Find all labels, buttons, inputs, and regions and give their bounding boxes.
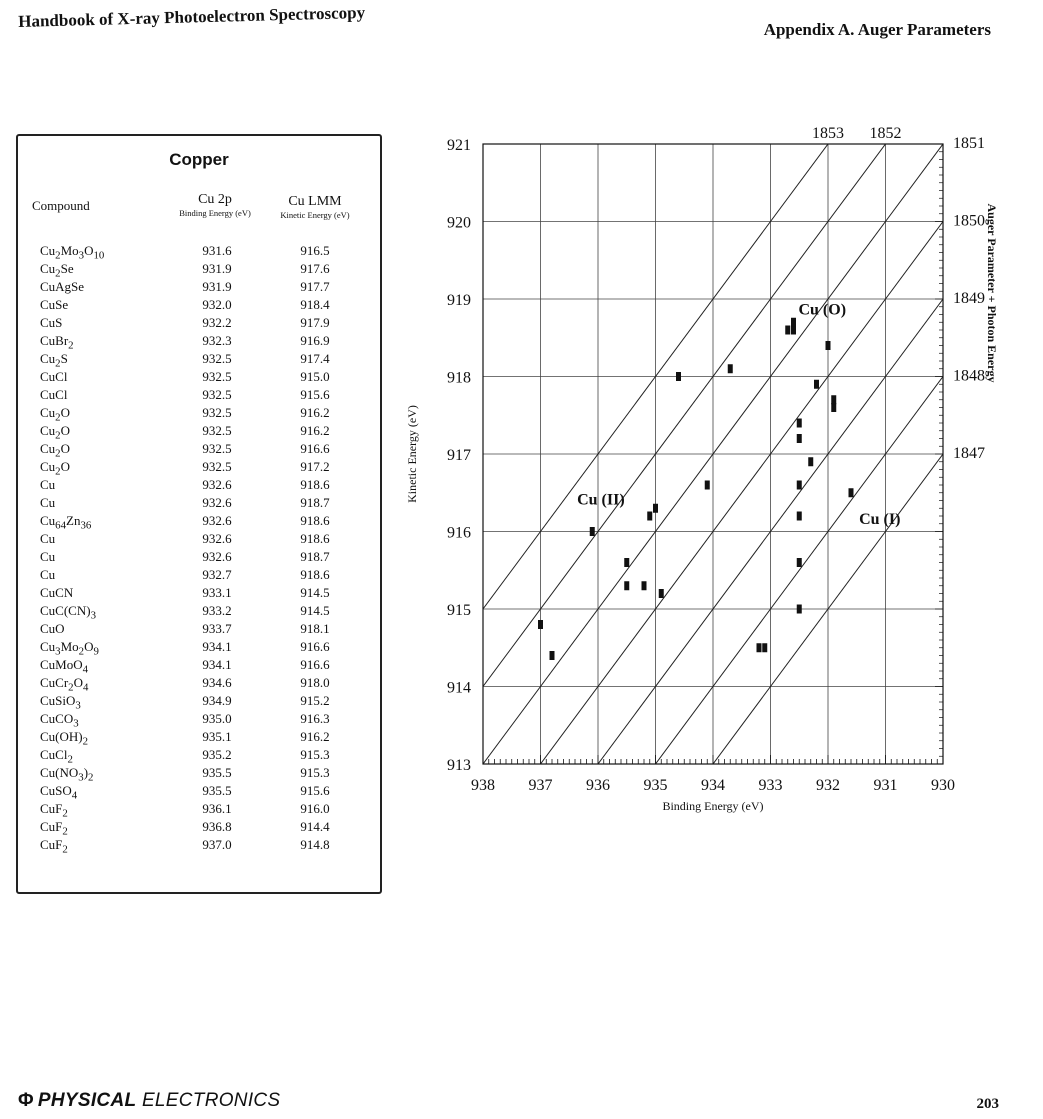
table-title: Copper <box>169 150 229 169</box>
compound-cell: CuCN <box>40 585 74 600</box>
table-row <box>18 368 380 386</box>
auger-label-right: 1850 <box>953 212 985 230</box>
compound-cell: CuO <box>40 621 65 636</box>
auger-parameter-chart <box>400 118 1000 828</box>
compound-cell: $Cu_2S$ <box>40 351 68 370</box>
data-point <box>797 512 802 521</box>
table-row <box>18 692 380 710</box>
kinetic-energy-cell: 918.6 <box>300 477 330 492</box>
kinetic-energy-cell: 914.8 <box>300 837 330 852</box>
binding-energy-cell: 934.1 <box>202 639 232 654</box>
region-label: Cu (I) <box>859 510 901 528</box>
column-header-be-main: Cu 2p <box>198 192 232 207</box>
table-row <box>18 782 380 800</box>
binding-energy-cell: 935.0 <box>202 711 232 726</box>
auger-label-right: 1847 <box>953 445 985 462</box>
table-row <box>18 566 380 584</box>
compound-cell: CuF$_2$ <box>40 837 68 856</box>
table-row <box>18 314 380 332</box>
binding-energy-cell: 932.6 <box>202 549 232 564</box>
column-header-ke-main: Cu LMM <box>288 194 342 209</box>
table-row <box>18 728 380 746</box>
data-point <box>814 380 819 389</box>
column-header-kinetic-energy <box>262 194 368 220</box>
compound-cell: $Cu(OH)_2$ <box>40 729 89 748</box>
binding-energy-cell: 933.2 <box>202 603 232 618</box>
kinetic-energy-cell: 914.5 <box>300 585 330 600</box>
compound-cell: CuSO$_4$ <box>40 783 78 802</box>
y-axis-label: Kinetic Energy (eV) <box>405 405 419 503</box>
table-row <box>18 764 380 782</box>
compound-cell: CuCl <box>40 387 68 402</box>
binding-energy-cell: 932.5 <box>202 369 232 384</box>
y-tick-label: 919 <box>447 292 471 309</box>
data-point <box>653 504 658 513</box>
compound-cell: Cu <box>40 567 56 582</box>
kinetic-energy-cell: 918.4 <box>300 297 330 312</box>
compound-cell: $Cu_3Mo_2O_9$ <box>40 639 99 658</box>
column-header-compound: Compound <box>32 198 90 213</box>
data-point <box>785 326 790 335</box>
binding-energy-cell: 932.5 <box>202 459 232 474</box>
kinetic-energy-cell: 915.2 <box>300 693 330 708</box>
x-tick-label: 932 <box>816 777 840 794</box>
kinetic-energy-cell: 917.6 <box>300 261 330 276</box>
binding-energy-cell: 934.1 <box>202 657 232 672</box>
kinetic-energy-cell: 915.6 <box>300 387 330 402</box>
compound-cell: CuCO$_3$ <box>40 711 79 730</box>
table-row <box>18 548 380 566</box>
table-row <box>18 296 380 314</box>
table-body <box>18 242 380 854</box>
compound-cell: CuMoO$_4$ <box>40 657 89 676</box>
binding-energy-cell: 935.5 <box>202 765 232 780</box>
kinetic-energy-cell: 916.9 <box>300 333 330 348</box>
data-point <box>831 395 836 404</box>
publisher-logo <box>18 1090 280 1112</box>
running-header-title: Handbook of X-ray Photoelectron Spectroscopy <box>18 2 366 31</box>
data-point <box>624 581 629 590</box>
table-row <box>18 620 380 638</box>
data-point <box>676 372 681 381</box>
table-row <box>18 494 380 512</box>
y-tick-label: 918 <box>447 369 471 387</box>
compound-cell: Cu <box>40 531 56 546</box>
kinetic-energy-cell: 918.6 <box>300 567 330 582</box>
kinetic-energy-cell: 914.5 <box>300 603 330 618</box>
table-row <box>18 746 380 764</box>
binding-energy-cell: 937.0 <box>202 837 232 852</box>
x-tick-label: 937 <box>528 777 553 794</box>
kinetic-energy-cell: 916.2 <box>300 423 330 438</box>
kinetic-energy-cell: 915.3 <box>300 747 330 762</box>
kinetic-energy-cell: 917.4 <box>300 351 330 366</box>
binding-energy-cell: 932.2 <box>202 315 232 330</box>
data-point <box>791 326 796 335</box>
auger-label-right: 1849 <box>953 290 985 307</box>
compound-cell: $Cu_2O$ <box>40 459 70 478</box>
table-row <box>18 260 380 278</box>
binding-energy-cell: 932.6 <box>202 531 232 546</box>
auger-label-right: 1851 <box>953 135 985 152</box>
data-point <box>831 403 836 412</box>
data-point <box>647 512 652 521</box>
compound-cell: Cu <box>40 549 56 564</box>
y-tick-label: 921 <box>447 137 471 154</box>
data-point <box>642 581 647 590</box>
kinetic-energy-cell: 914.4 <box>300 819 330 834</box>
kinetic-energy-cell: 918.7 <box>300 495 330 510</box>
data-point <box>797 481 802 490</box>
compound-cell: Cu <box>40 477 56 492</box>
data-point <box>762 643 767 652</box>
data-point <box>797 434 802 443</box>
compound-cell: CuF$_2$ <box>40 819 68 838</box>
compound-cell: $CuC(CN)_3$ <box>40 603 96 622</box>
compound-cell: $Cu_2O$ <box>40 423 70 442</box>
compound-cell: CuSe <box>40 297 69 312</box>
data-point <box>797 419 802 428</box>
data-point <box>826 341 831 350</box>
x-tick-label: 935 <box>643 777 668 794</box>
kinetic-energy-cell: 916.6 <box>300 639 330 654</box>
auger-label-top: 1853 <box>812 125 844 142</box>
binding-energy-cell: 932.3 <box>202 333 232 348</box>
data-point <box>797 558 802 567</box>
y-tick-label: 913 <box>447 757 471 774</box>
auger-label-top: 1852 <box>869 125 902 142</box>
table-row <box>18 242 380 260</box>
binding-energy-cell: 932.5 <box>202 405 232 420</box>
compound-cell: $Cu(NO_3)_2$ <box>40 765 94 784</box>
compound-cell: CuF$_2$ <box>40 801 68 820</box>
kinetic-energy-cell: 918.7 <box>300 549 330 564</box>
table-row <box>18 836 380 854</box>
data-point <box>808 457 813 466</box>
table-row <box>18 656 380 674</box>
kinetic-energy-cell: 915.0 <box>300 369 330 384</box>
compound-cell: $Cu_2O$ <box>40 405 70 424</box>
compound-cell: CuS <box>40 315 63 330</box>
table-row <box>18 530 380 548</box>
kinetic-energy-cell: 918.6 <box>300 513 330 528</box>
binding-energy-cell: 932.7 <box>202 567 232 582</box>
compound-cell: CuAgSe <box>40 279 85 294</box>
kinetic-energy-cell: 916.2 <box>300 405 330 420</box>
binding-energy-cell: 932.0 <box>202 297 232 312</box>
data-point <box>728 364 733 373</box>
copper-data-table <box>16 134 382 894</box>
data-point <box>590 527 595 536</box>
binding-energy-cell: 935.2 <box>202 747 232 762</box>
data-point <box>849 488 854 497</box>
table-row <box>18 278 380 296</box>
x-tick-label: 933 <box>758 777 783 794</box>
compound-cell: Cu <box>40 495 56 510</box>
binding-energy-cell: 932.5 <box>202 441 232 456</box>
table-row <box>18 584 380 602</box>
phi-logo-icon: Φ <box>18 1090 34 1111</box>
x-tick-label: 936 <box>586 777 610 794</box>
binding-energy-cell: 935.1 <box>202 729 232 744</box>
compound-cell: $Cu_2Mo_3O_{10}$ <box>40 243 105 262</box>
x-tick-label: 934 <box>701 777 725 794</box>
x-tick-label: 938 <box>471 777 495 794</box>
binding-energy-cell: 932.5 <box>202 423 232 438</box>
kinetic-energy-cell: 918.0 <box>300 675 330 690</box>
binding-energy-cell: 936.8 <box>202 819 232 834</box>
table-row <box>18 458 380 476</box>
auger-label-right: 1848 <box>953 367 985 385</box>
x-axis-label: Binding Energy (eV) <box>662 799 764 813</box>
binding-energy-cell: 932.5 <box>202 387 232 402</box>
table-row <box>18 332 380 350</box>
x-tick-label: 930 <box>931 777 955 794</box>
table-row <box>18 386 380 404</box>
region-label: Cu (II) <box>577 491 625 509</box>
table-row <box>18 440 380 458</box>
kinetic-energy-cell: 916.6 <box>300 657 330 672</box>
binding-energy-cell: 936.1 <box>202 801 232 816</box>
kinetic-energy-cell: 917.7 <box>300 279 330 294</box>
data-point <box>791 318 796 327</box>
logo-rest-text: ELECTRONICS <box>136 1090 281 1111</box>
y-tick-label: 915 <box>447 602 471 619</box>
binding-energy-cell: 931.6 <box>202 243 232 258</box>
binding-energy-cell: 931.9 <box>202 261 232 276</box>
table-row <box>18 800 380 818</box>
kinetic-energy-cell: 918.6 <box>300 531 330 546</box>
binding-energy-cell: 934.6 <box>202 675 232 690</box>
data-point <box>624 558 629 567</box>
y-tick-label: 920 <box>447 214 471 232</box>
logo-bold-text: PHYSICAL <box>37 1090 137 1111</box>
table-row <box>18 818 380 836</box>
table-row <box>18 710 380 728</box>
data-point <box>538 620 543 629</box>
kinetic-energy-cell: 916.2 <box>300 729 330 744</box>
table-row <box>18 422 380 440</box>
table-row <box>18 602 380 620</box>
running-header-section: Appendix A. Auger Parameters <box>763 20 991 39</box>
binding-energy-cell: 932.5 <box>202 351 232 366</box>
right-axis-label: Auger Parameter + Photon Energy <box>985 203 999 383</box>
kinetic-energy-cell: 916.3 <box>300 711 330 726</box>
column-header-be-sub: Binding Energy (eV) <box>179 208 251 218</box>
column-header-ke-sub: Kinetic Energy (eV) <box>280 210 350 220</box>
kinetic-energy-cell: 918.1 <box>300 621 330 636</box>
table-row <box>18 674 380 692</box>
y-tick-label: 914 <box>447 679 471 697</box>
binding-energy-cell: 932.6 <box>202 513 232 528</box>
kinetic-energy-cell: 917.2 <box>300 459 330 474</box>
y-tick-label: 917 <box>447 447 471 464</box>
compound-cell: $CuCr_2O_4$ <box>40 675 89 694</box>
data-point <box>659 589 664 598</box>
compound-cell: CuCl$_2$ <box>40 747 73 766</box>
table-row <box>18 476 380 494</box>
kinetic-energy-cell: 915.3 <box>300 765 330 780</box>
binding-energy-cell: 935.5 <box>202 783 232 798</box>
binding-energy-cell: 934.9 <box>202 693 232 708</box>
data-point <box>797 605 802 614</box>
table-row <box>18 638 380 656</box>
compound-cell: $Cu_2O$ <box>40 441 70 460</box>
x-tick-label: 931 <box>873 777 898 794</box>
page-number: 203 <box>976 1096 999 1112</box>
table-row <box>18 512 380 530</box>
binding-energy-cell: 932.6 <box>202 477 232 492</box>
kinetic-energy-cell: 916.0 <box>300 801 330 816</box>
binding-energy-cell: 931.9 <box>202 279 232 294</box>
binding-energy-cell: 932.6 <box>202 495 232 510</box>
binding-energy-cell: 933.7 <box>202 621 232 636</box>
compound-cell: CuCl <box>40 369 68 384</box>
compound-cell: CuSiO$_3$ <box>40 693 81 712</box>
data-point <box>550 651 555 660</box>
kinetic-energy-cell: 917.9 <box>300 315 330 330</box>
column-header-binding-energy <box>160 192 270 218</box>
data-point <box>705 481 710 490</box>
data-point <box>757 643 762 652</box>
table-row <box>18 404 380 422</box>
compound-cell: CuBr$_2$ <box>40 333 74 352</box>
compound-cell: $Cu_2Se$ <box>40 261 74 280</box>
table-row <box>18 350 380 368</box>
y-tick-label: 916 <box>447 524 471 542</box>
kinetic-energy-cell: 915.6 <box>300 783 330 798</box>
kinetic-energy-cell: 916.5 <box>300 243 330 258</box>
region-label: Cu (O) <box>798 301 847 319</box>
kinetic-energy-cell: 916.6 <box>300 441 330 456</box>
compound-cell: $Cu_{64}Zn_{36}$ <box>40 513 92 532</box>
binding-energy-cell: 933.1 <box>202 585 232 600</box>
